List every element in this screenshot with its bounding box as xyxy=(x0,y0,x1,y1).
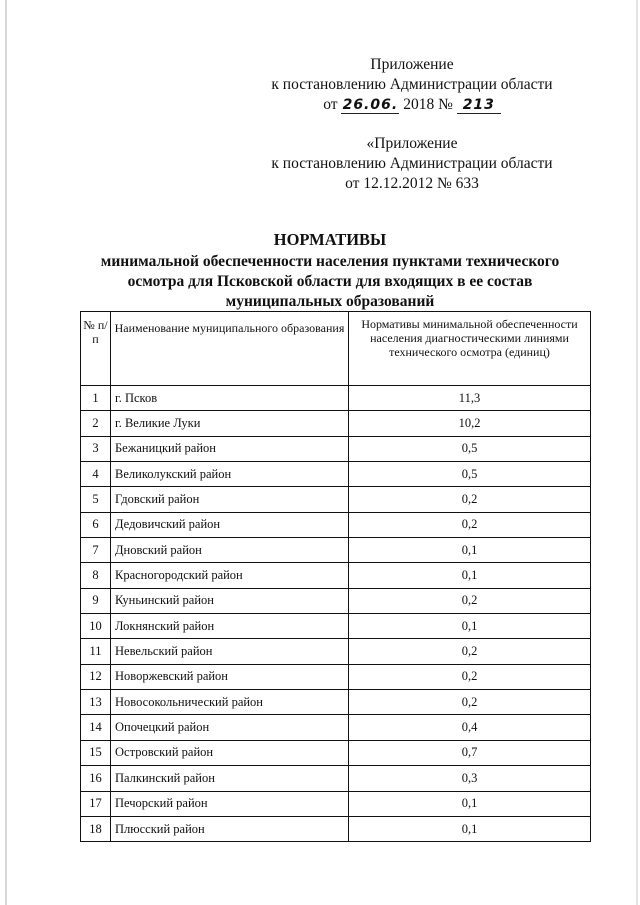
row-num: 16 xyxy=(81,766,111,791)
row-name: Локнянский район xyxy=(111,614,349,639)
table-row xyxy=(81,512,591,537)
row-value: 0,7 xyxy=(349,740,591,765)
row-name: Дновский район xyxy=(111,538,349,563)
table-row xyxy=(81,639,591,664)
row-num: 9 xyxy=(81,588,111,613)
row-num: 5 xyxy=(81,487,111,512)
scan-edge-right xyxy=(636,0,638,905)
table-row xyxy=(81,614,591,639)
appendix-original-line3: от 12.12.2012 № 633 xyxy=(345,175,479,192)
row-num: 1 xyxy=(81,386,111,411)
row-name: Плюсский район xyxy=(111,816,349,841)
row-value: 0,1 xyxy=(349,614,591,639)
appendix-current-line2: к постановлению Администрации области xyxy=(271,76,553,93)
row-value: 0,5 xyxy=(349,462,591,487)
row-name: Островский район xyxy=(111,740,349,765)
row-num: 8 xyxy=(81,563,111,588)
row-value: 0,1 xyxy=(349,791,591,816)
table-row xyxy=(81,487,591,512)
row-num: 12 xyxy=(81,664,111,689)
row-name: Новосокольнический район xyxy=(111,690,349,715)
row-value: 10,2 xyxy=(349,411,591,436)
table-row xyxy=(81,538,591,563)
row-name: г. Великие Луки xyxy=(111,411,349,436)
row-num: 7 xyxy=(81,538,111,563)
appendix-original xyxy=(262,134,562,194)
handwritten-number: 213 xyxy=(457,97,501,114)
row-value: 0,2 xyxy=(349,588,591,613)
table-row xyxy=(81,766,591,791)
title-line3: муниципальных образований xyxy=(225,293,435,310)
row-name: Невельский район xyxy=(111,639,349,664)
row-num: 11 xyxy=(81,639,111,664)
row-value: 0,2 xyxy=(349,690,591,715)
row-value: 0,4 xyxy=(349,715,591,740)
row-num: 14 xyxy=(81,715,111,740)
row-name: Дедовичский район xyxy=(111,512,349,537)
table-row xyxy=(81,816,591,841)
header-name: Наименование муниципального образования xyxy=(111,312,349,386)
row-value: 0,3 xyxy=(349,766,591,791)
year-and-number-label: 2018 № xyxy=(403,96,453,113)
row-value: 0,2 xyxy=(349,639,591,664)
row-name: Куньинский район xyxy=(111,588,349,613)
table-row xyxy=(81,563,591,588)
document-title xyxy=(80,230,580,312)
table-row xyxy=(81,386,591,411)
title-line1: минимальной обеспеченности населения пунктами технического xyxy=(100,253,560,270)
row-value: 0,2 xyxy=(349,487,591,512)
row-name: Великолукский район xyxy=(111,462,349,487)
norms-table xyxy=(80,311,591,842)
date-prefix: от xyxy=(323,96,338,113)
scan-edge-left xyxy=(5,0,7,905)
table-row xyxy=(81,436,591,461)
row-value: 0,1 xyxy=(349,816,591,841)
row-name: Гдовский район xyxy=(111,487,349,512)
row-name: Опочецкий район xyxy=(111,715,349,740)
appendix-original-line1: «Приложение xyxy=(366,135,458,152)
row-name: г. Псков xyxy=(111,386,349,411)
row-name: Бежаницкий район xyxy=(111,436,349,461)
table-header-row xyxy=(81,312,591,386)
appendix-original-line2: к постановлению Администрации области xyxy=(271,155,553,172)
row-num: 13 xyxy=(81,690,111,715)
title-main: НОРМАТИВЫ xyxy=(273,230,387,249)
row-value: 0,2 xyxy=(349,512,591,537)
table-row xyxy=(81,664,591,689)
row-num: 6 xyxy=(81,512,111,537)
row-name: Новоржевский район xyxy=(111,664,349,689)
row-num: 10 xyxy=(81,614,111,639)
table-row xyxy=(81,740,591,765)
row-num: 2 xyxy=(81,411,111,436)
header-norm: Нормативы минимальной обеспеченности населения диагностическими линиями технического осмотра (единиц) xyxy=(349,312,591,386)
row-value: 11,3 xyxy=(349,386,591,411)
appendix-current xyxy=(262,55,562,115)
row-value: 0,5 xyxy=(349,436,591,461)
table-row xyxy=(81,462,591,487)
row-value: 0,2 xyxy=(349,664,591,689)
header-num: № п/п xyxy=(81,312,111,386)
title-line2: осмотра для Псковской области для входящих в ее состав xyxy=(127,273,533,290)
table-row xyxy=(81,690,591,715)
appendix-current-date-line xyxy=(262,95,562,115)
appendix-current-line1: Приложение xyxy=(370,56,454,73)
row-num: 3 xyxy=(81,436,111,461)
handwritten-date: 26.06. xyxy=(342,97,399,113)
row-num: 17 xyxy=(81,791,111,816)
row-name: Палкинский район xyxy=(111,766,349,791)
table-row xyxy=(81,411,591,436)
table-row xyxy=(81,715,591,740)
row-num: 4 xyxy=(81,462,111,487)
row-name: Красногородский район xyxy=(111,563,349,588)
table-row xyxy=(81,791,591,816)
row-value: 0,1 xyxy=(349,563,591,588)
row-num: 18 xyxy=(81,816,111,841)
table-row xyxy=(81,588,591,613)
row-value: 0,1 xyxy=(349,538,591,563)
row-num: 15 xyxy=(81,740,111,765)
row-name: Печорский район xyxy=(111,791,349,816)
